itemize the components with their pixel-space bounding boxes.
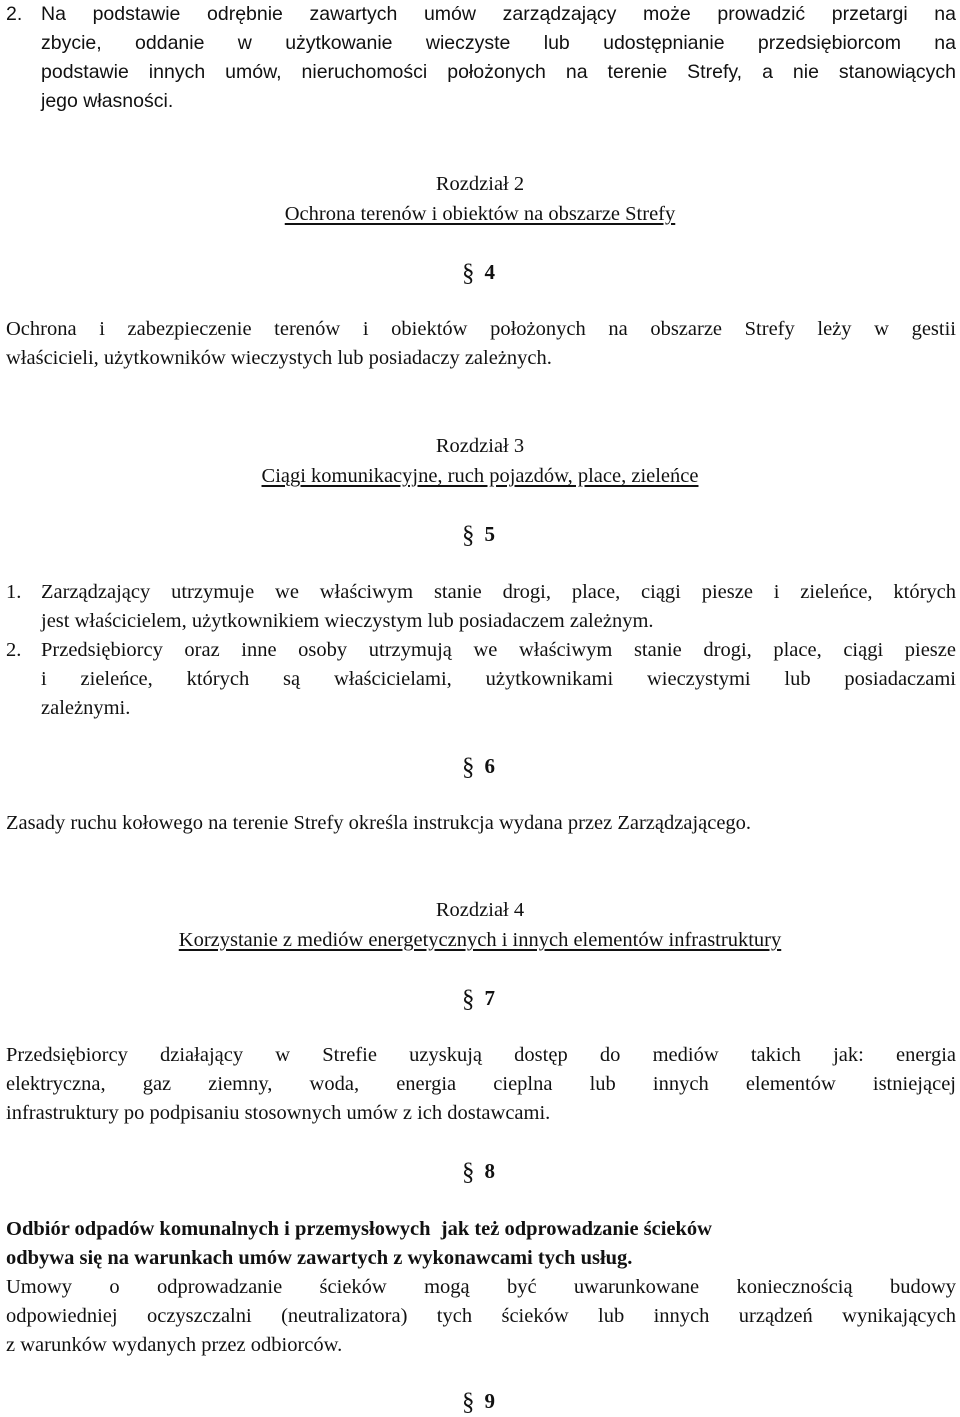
section-heading [462,984,495,1014]
bold-text-line: Odbiór odpadów komunalnych i przemysłowych jak też odprowadzanie ścieków [6,1218,712,1240]
text-line: Ochrona i zabezpieczenie terenów i obiektów położonych na obszarze Strefy leży w gestii [6,318,956,340]
section-heading [462,1387,495,1417]
chapter-title-text: Ciągi komunikacyjne, ruch pojazdów, place, zieleńce [261,465,699,487]
list-number: 2. [6,639,22,661]
chapter-title [0,462,960,491]
section-symbol: § [462,1389,475,1416]
intro-list-item [6,0,956,116]
text-line: infrastruktury po podpisaniu stosownych umów z ich dostawcami. [6,1102,551,1124]
chapter-label: Rozdział 2 [435,173,525,195]
section-symbol: § [462,522,475,549]
section-symbol: § [462,754,475,781]
list-number: 1. [6,581,22,603]
list-number: 2. [6,3,23,25]
section-heading [462,258,495,288]
bold-text-line: odbywa się na warunkach umów zawartych z wykonawcami tych usług. [6,1247,633,1269]
chapter-title-text: Ochrona terenów i obiektów na obszarze Strefy [284,203,676,225]
section-number: 6 [484,754,495,778]
section-body [6,315,956,373]
chapter-title-text: Korzystanie z mediów energetycznych i innych elementów infrastruktury [178,929,782,951]
text-line: z warunków wydanych przez odbiorców. [6,1334,343,1356]
section-number: 7 [484,986,495,1010]
text-line: zależnymi. [41,697,131,719]
section-symbol: § [462,260,475,287]
text-line: podstawie innych umów, nieruchomości położonych na terenie Strefy, a nie stanowiących [41,61,956,83]
section-number: 5 [484,522,495,546]
list-item [6,578,956,636]
text-line: Zarządzający utrzymuje we właściwym stanie drogi, place, ciągi piesze i zieleńce, których [41,581,956,603]
text-line: Na podstawie odrębnie zawartych umów zarządzający może prowadzić przetargi na [41,3,956,25]
section-heading [462,520,495,550]
text-line: właścicieli, użytkowników wieczystych lub posiadaczy zależnych. [6,347,552,369]
text-line: Przedsiębiorcy działający w Strefie uzyskują dostęp do mediów takich jak: energia [6,1044,956,1066]
text-line: Przedsiębiorcy oraz inne osoby utrzymują we właściwym stanie drogi, place, ciągi piesze [41,639,956,661]
text-line: odpowiedniej oczyszczalni (neutralizatora) tych ścieków lub innych urządzeń wynikających [6,1305,956,1327]
text-line: jest właścicielem, użytkownikiem wieczystym lub posiadaczem zależnym. [41,610,654,632]
text-line: elektryczna, gaz ziemny, woda, energia cieplna lub innych elementów istniejącej [6,1073,956,1095]
chapter-label: Rozdział 3 [435,435,525,457]
section-body [6,1215,956,1360]
chapter-title [0,200,960,229]
section-heading [462,1157,495,1187]
text-line: jego własności. [41,90,174,112]
text-line: Umowy o odprowadzanie ścieków mogą być uwarunkowane koniecznością budowy [6,1276,956,1298]
text-line: Zasady ruchu kołowego na terenie Strefy określa instrukcja wydana przez Zarządzającego. [6,812,752,834]
list-item [6,636,956,723]
section-symbol: § [462,986,475,1013]
text-line: i zieleńce, których są właścicielami, użytkownikami wieczystymi lub posiadaczami [41,668,956,690]
section-number: 9 [484,1389,495,1413]
section-number: 8 [484,1159,495,1183]
section-body [6,809,956,838]
section-heading [462,752,495,782]
section-symbol: § [462,1159,475,1186]
text-line: zbycie, oddanie w użytkowanie wieczyste lub udostępnianie przedsiębiorcom na [41,32,956,54]
chapter-title [0,926,960,955]
section-number: 4 [484,260,495,284]
chapter-label: Rozdział 4 [435,899,525,921]
section-body [6,1041,956,1128]
